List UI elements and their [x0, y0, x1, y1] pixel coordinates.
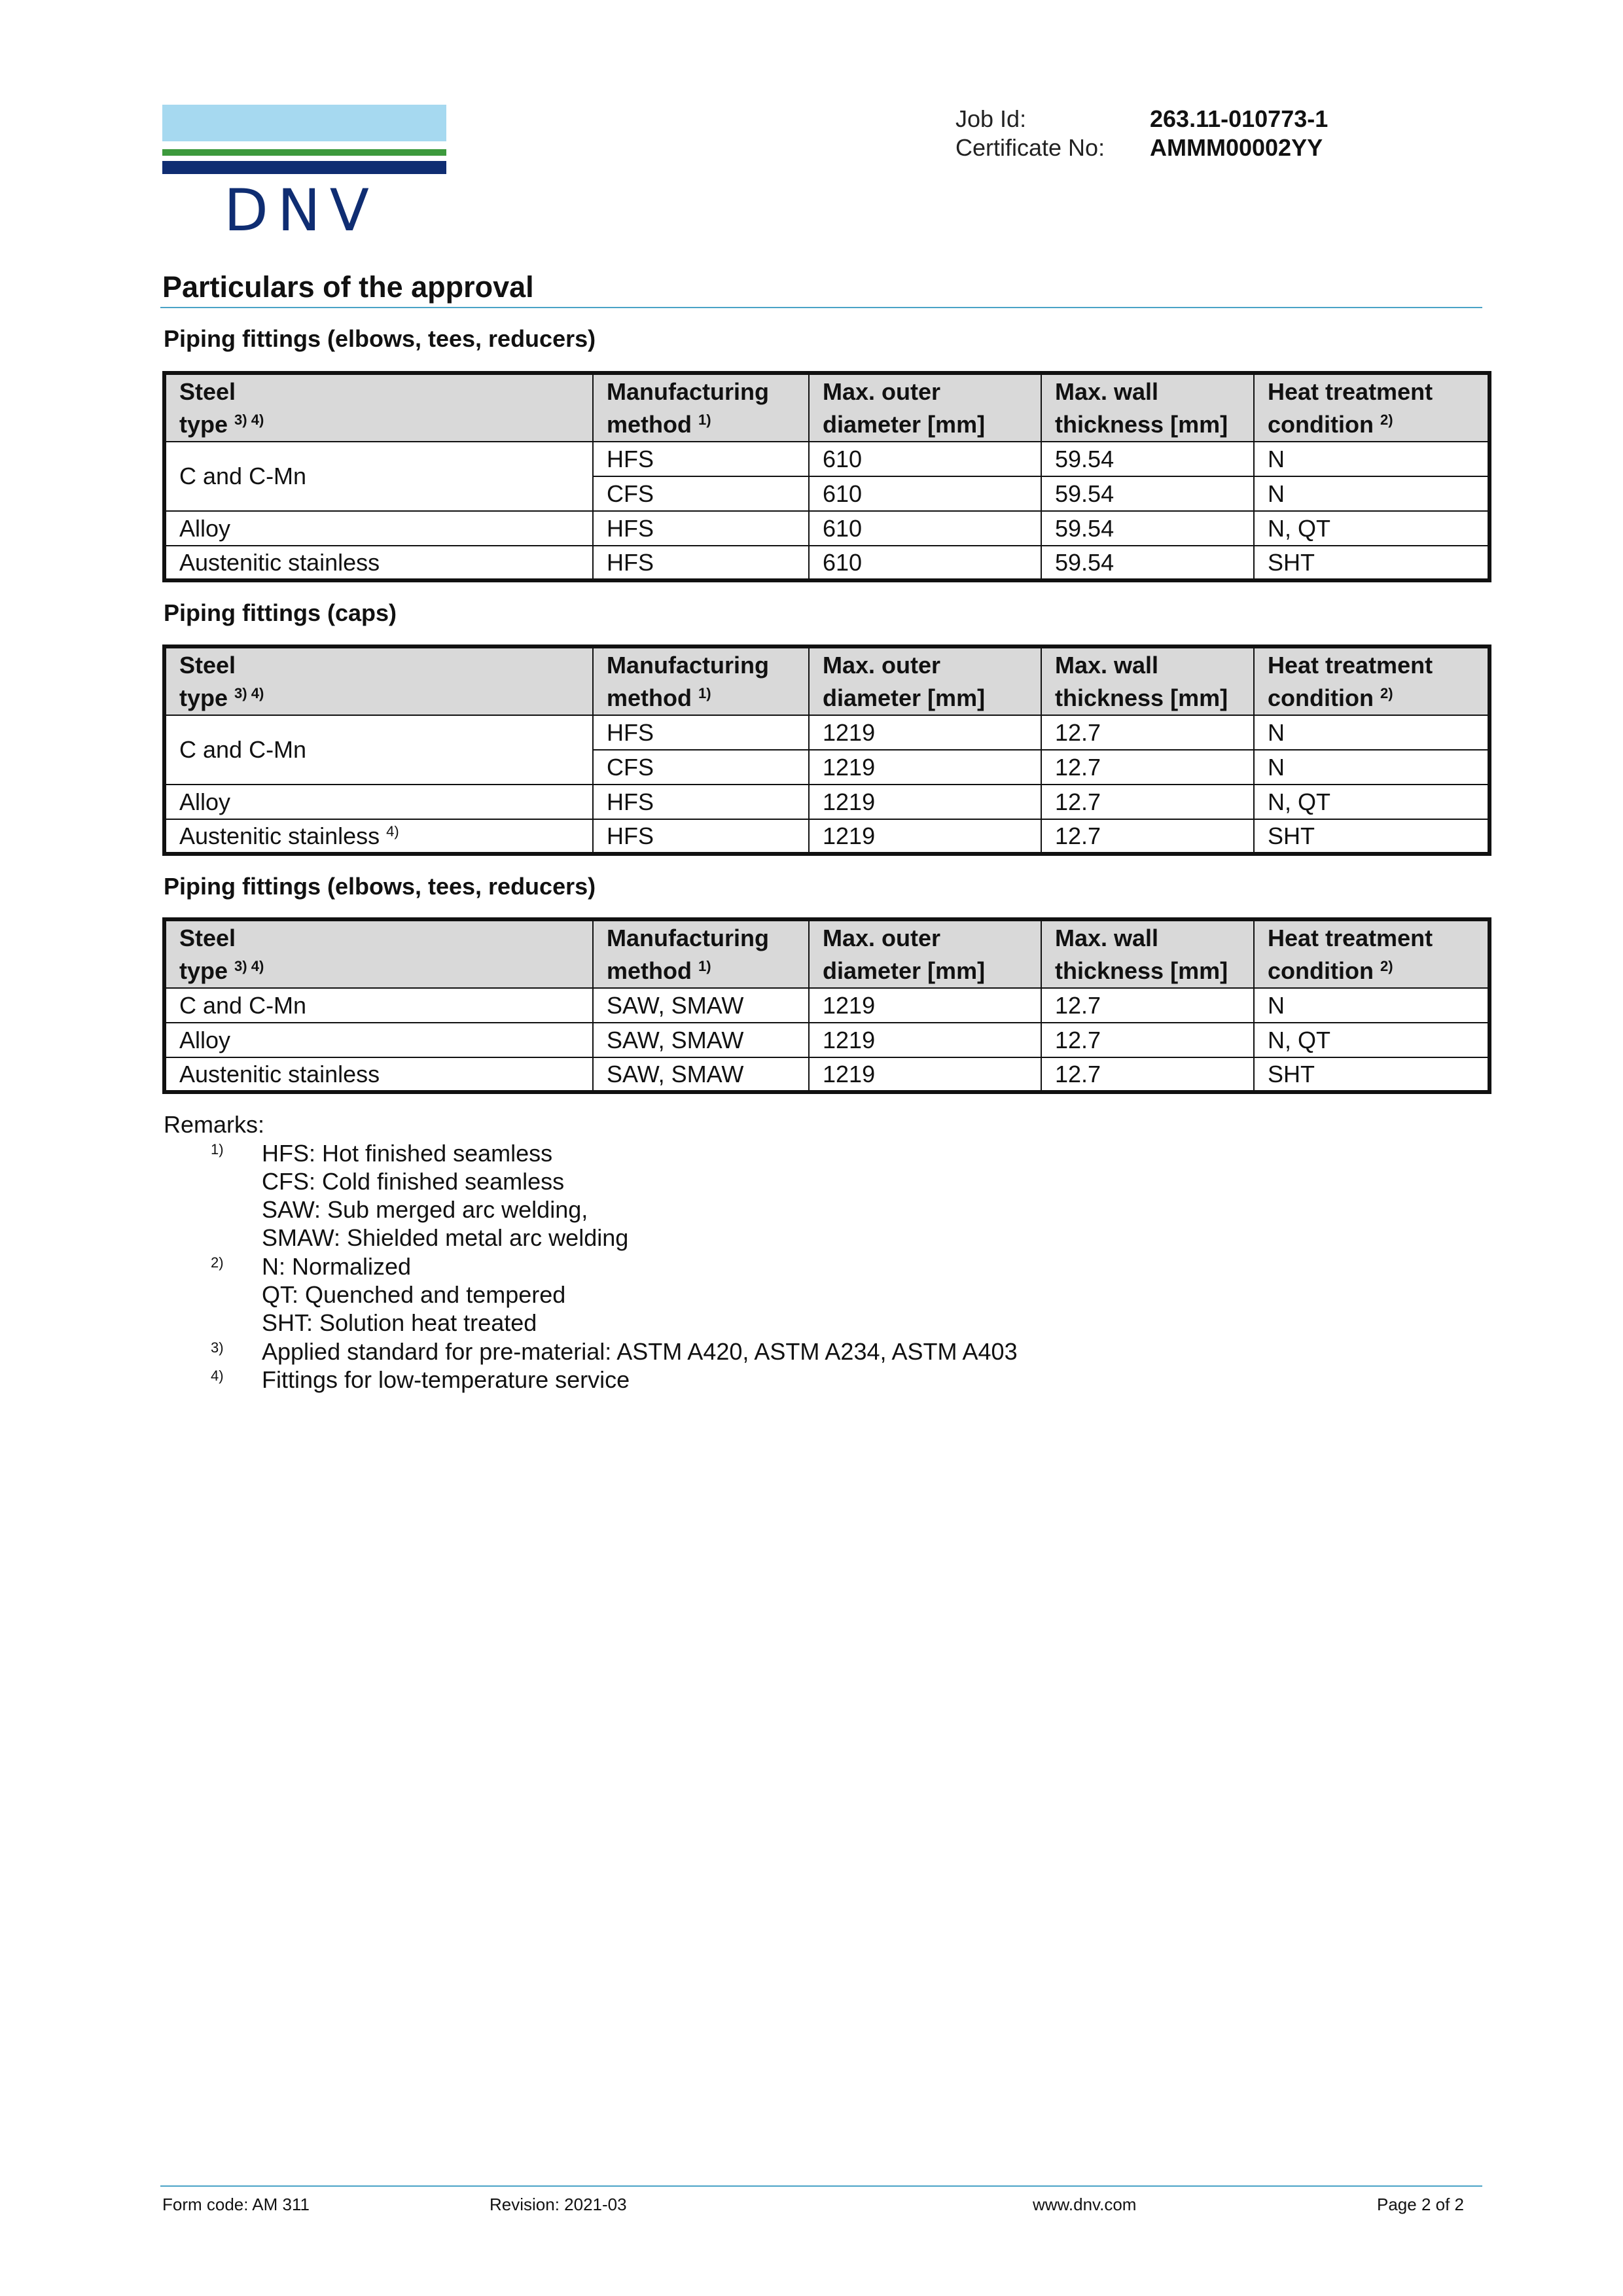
cell-steel-type: Alloy [164, 1023, 593, 1057]
cell-steel-type: Alloy [164, 511, 593, 546]
cell-heat-treatment: N, QT [1254, 1023, 1489, 1057]
cell-steel-type: Austenitic stainless $^{4)}$ [164, 819, 593, 854]
col-header-heat-treatment: Heat treatment condition $^{2)}$ [1254, 646, 1489, 715]
table-row [164, 442, 1489, 476]
cell-heat-treatment: SHT [1254, 1057, 1489, 1092]
spec-table-3 [162, 917, 1491, 1094]
table-header-row [164, 646, 1489, 715]
remark-line: HFS: Hot finished seamless [262, 1140, 553, 1167]
cell-method: HFS [593, 785, 809, 819]
col-header-steel-type: Steel type $^{3) 4)}$ [164, 373, 593, 442]
remarks-title: Remarks: [164, 1111, 265, 1138]
cell-thickness: 12.7 [1041, 1023, 1254, 1057]
cell-method: HFS [593, 442, 809, 476]
remark-number: 2) [211, 1254, 224, 1271]
col-header-method: Manufacturing method $^{1)}$ [593, 919, 809, 988]
remark-number: 4) [211, 1368, 224, 1384]
cell-steel-type: Austenitic stainless [164, 1057, 593, 1092]
table-row [164, 511, 1489, 546]
remark-line: SAW: Sub merged arc welding, [262, 1196, 588, 1223]
footer-divider [160, 2185, 1482, 2187]
table-row [164, 819, 1489, 854]
cell-thickness: 59.54 [1041, 476, 1254, 511]
cell-thickness: 12.7 [1041, 785, 1254, 819]
cell-steel-type: C and C-Mn [164, 442, 593, 511]
col-header-thickness: Max. wall thickness [mm] [1041, 919, 1254, 988]
cell-thickness: 12.7 [1041, 750, 1254, 785]
cell-heat-treatment: N, QT [1254, 785, 1489, 819]
col-header-diameter: Max. outer diameter [mm] [809, 646, 1041, 715]
cell-heat-treatment: N [1254, 988, 1489, 1023]
col-header-heat-treatment: Heat treatment condition $^{2)}$ [1254, 919, 1489, 988]
cell-steel-type: Austenitic stainless [164, 546, 593, 580]
certificate-value: AMMM00002YY [1150, 134, 1323, 161]
col-header-method: Manufacturing method $^{1)}$ [593, 646, 809, 715]
spec-table-1 [162, 371, 1491, 582]
remark-line: N: Normalized [262, 1253, 412, 1280]
cell-heat-treatment: N, QT [1254, 511, 1489, 546]
cell-thickness: 12.7 [1041, 1057, 1254, 1092]
table-row [164, 715, 1489, 750]
table-row [164, 1023, 1489, 1057]
job-id-label: Job Id: [955, 105, 1027, 132]
footer-page-number: Page 2 of 2 [1377, 2195, 1464, 2214]
col-header-diameter: Max. outer diameter [mm] [809, 919, 1041, 988]
table-row [164, 988, 1489, 1023]
table-header-row [164, 919, 1489, 988]
remark-line: SHT: Solution heat treated [262, 1309, 537, 1336]
job-id-value: 263.11-010773-1 [1150, 105, 1329, 132]
cell-diameter: 1219 [809, 1057, 1041, 1092]
certificate-label: Certificate No: [955, 134, 1105, 161]
col-header-heat-treatment: Heat treatment condition $^{2)}$ [1254, 373, 1489, 442]
cell-heat-treatment: N [1254, 442, 1489, 476]
cell-diameter: 610 [809, 442, 1041, 476]
col-header-diameter: Max. outer diameter [mm] [809, 373, 1041, 442]
spec-table-2 [162, 645, 1491, 856]
cell-method: HFS [593, 715, 809, 750]
table-title-1: Piping fittings (elbows, tees, reducers) [164, 325, 596, 352]
footer-website: www.dnv.com [1033, 2195, 1137, 2214]
cell-method: SAW, SMAW [593, 1057, 809, 1092]
cell-thickness: 12.7 [1041, 988, 1254, 1023]
table-title-3: Piping fittings (elbows, tees, reducers) [164, 873, 596, 900]
cell-steel-type: Alloy [164, 785, 593, 819]
section-divider [160, 307, 1482, 308]
cell-thickness: 59.54 [1041, 511, 1254, 546]
cell-diameter: 1219 [809, 1023, 1041, 1057]
cell-method: HFS [593, 546, 809, 580]
table-row [164, 785, 1489, 819]
cell-heat-treatment: N [1254, 476, 1489, 511]
remark-line: Fittings for low-temperature service [262, 1366, 630, 1393]
cell-method: CFS [593, 750, 809, 785]
remark-line: Applied standard for pre-material: ASTM A420, ASTM A234, ASTM A403 [262, 1338, 1018, 1365]
footer-revision: Revision: 2021-03 [490, 2195, 627, 2214]
logo-wordmark: DNV [224, 177, 378, 244]
cell-heat-treatment: N [1254, 715, 1489, 750]
remark-number: 1) [211, 1141, 224, 1157]
table-row [164, 546, 1489, 580]
cell-method: HFS [593, 511, 809, 546]
col-header-method: Manufacturing method $^{1)}$ [593, 373, 809, 442]
col-header-steel-type: Steel type $^{3) 4)}$ [164, 646, 593, 715]
logo-sky-band [162, 105, 446, 141]
cell-thickness: 59.54 [1041, 442, 1254, 476]
cell-thickness: 12.7 [1041, 819, 1254, 854]
cell-heat-treatment: SHT [1254, 546, 1489, 580]
remark-line: CFS: Cold finished seamless [262, 1168, 565, 1195]
cell-diameter: 610 [809, 476, 1041, 511]
remark-line: QT: Quenched and tempered [262, 1281, 566, 1308]
cell-steel-type: C and C-Mn [164, 715, 593, 785]
col-header-thickness: Max. wall thickness [mm] [1041, 373, 1254, 442]
table-row [164, 1057, 1489, 1092]
cell-diameter: 1219 [809, 750, 1041, 785]
cell-thickness: 12.7 [1041, 715, 1254, 750]
dnv-logo [162, 105, 446, 244]
cell-thickness: 59.54 [1041, 546, 1254, 580]
cell-diameter: 1219 [809, 988, 1041, 1023]
logo-green-band [162, 149, 446, 156]
cell-heat-treatment: SHT [1254, 819, 1489, 854]
table-title-2: Piping fittings (caps) [164, 599, 397, 626]
cell-heat-treatment: N [1254, 750, 1489, 785]
remark-line: SMAW: Shielded metal arc welding [262, 1224, 629, 1251]
logo-navy-band [162, 161, 446, 174]
section-title: Particulars of the approval [162, 270, 534, 304]
cell-steel-type: C and C-Mn [164, 988, 593, 1023]
cell-diameter: 1219 [809, 715, 1041, 750]
cell-diameter: 1219 [809, 819, 1041, 854]
cell-diameter: 610 [809, 546, 1041, 580]
footer-form-code: Form code: AM 311 [162, 2195, 310, 2214]
cell-method: SAW, SMAW [593, 988, 809, 1023]
cell-diameter: 610 [809, 511, 1041, 546]
col-header-steel-type: Steel type $^{3) 4)}$ [164, 919, 593, 988]
table-header-row [164, 373, 1489, 442]
remark-number: 3) [211, 1339, 224, 1356]
cell-diameter: 1219 [809, 785, 1041, 819]
cell-method: HFS [593, 819, 809, 854]
cell-method: CFS [593, 476, 809, 511]
cell-method: SAW, SMAW [593, 1023, 809, 1057]
col-header-thickness: Max. wall thickness [mm] [1041, 646, 1254, 715]
